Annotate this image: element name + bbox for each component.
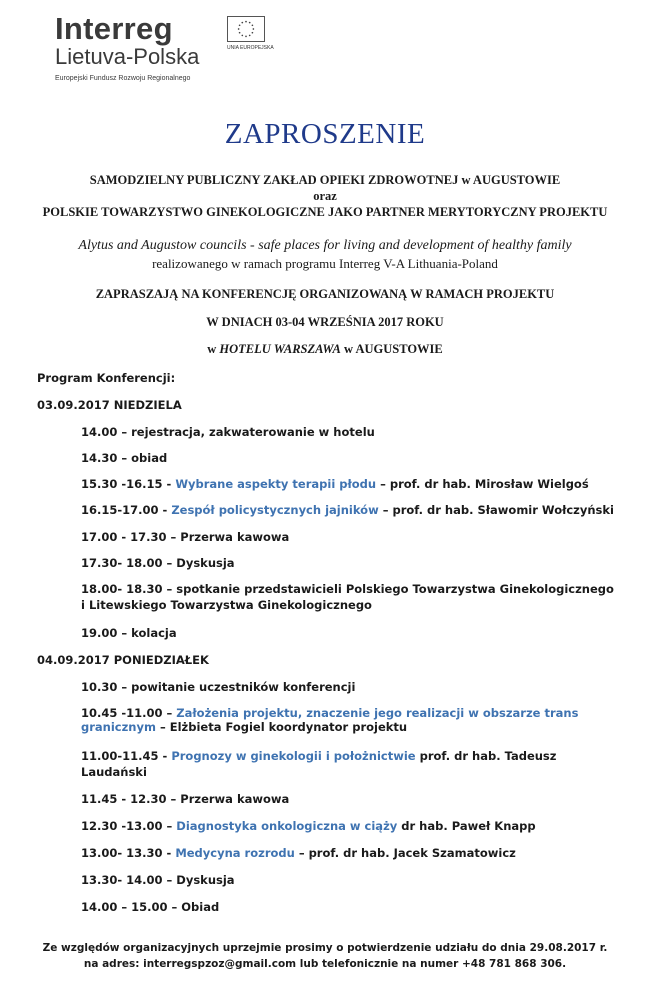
program-item xyxy=(81,477,589,491)
item-time: 11.00-11.45 - xyxy=(81,749,172,763)
eu-star-icon xyxy=(241,35,243,37)
program-item xyxy=(81,749,556,763)
lecture-title-cont: granicznym xyxy=(81,720,156,734)
invite-line-1: ZAPRASZAJĄ NA KONFERENCJĘ ORGANIZOWANĄ W RAMACH PROJEKTU xyxy=(95,287,555,301)
lecturer: prof. dr hab. Tadeusz xyxy=(415,749,557,763)
program-item: 13.30- 14.00 – Dyskusja xyxy=(81,873,235,887)
eu-star-icon xyxy=(245,36,247,38)
program-item: 14.00 – 15.00 – Obiad xyxy=(81,900,220,914)
lecture-title: Założenia projektu, znaczenie jego realizacji w obszarze trans xyxy=(176,706,579,720)
lecture-title: Medycyna rozrodu xyxy=(175,846,295,860)
eu-star-icon xyxy=(249,35,251,37)
page-title: ZAPROSZENIE xyxy=(224,118,426,150)
program-item-cont: Laudański xyxy=(81,765,147,779)
logo-fund-text: Europejski Fundusz Rozwoju Regionalnego xyxy=(55,75,191,82)
invite-line-2: W DNIACH 03-04 WRZEŚNIA 2017 ROKU xyxy=(206,315,444,329)
program-item: 17.30- 18.00 – Dyskusja xyxy=(81,556,235,570)
eu-flag-icon xyxy=(227,16,265,42)
eu-star-icon xyxy=(239,24,241,26)
eu-star-icon xyxy=(239,32,241,34)
program-item: 10.30 – powitanie uczestników konferencji xyxy=(81,680,356,694)
program-item-cont: i Litewskiego Towarzystwa Ginekologicznego xyxy=(81,598,372,612)
organizer-line-2: oraz xyxy=(313,189,337,203)
lecture-title: Prognozy w ginekologii i położnictwie xyxy=(171,749,416,763)
item-time: 12.30 -13.00 – xyxy=(81,819,177,833)
item-time: 13.00- 13.30 - xyxy=(81,846,176,860)
eu-star-icon xyxy=(241,22,243,24)
day-2-label: 04.09.2017 PONIEDZIAŁEK xyxy=(37,653,209,667)
program-item: 19.00 – kolacja xyxy=(81,626,177,640)
program-item: 14.30 – obiad xyxy=(81,451,168,465)
organizer-line-3: POLSKIE TOWARZYSTWO GINEKOLOGICZNE JAKO PARTNER MERYTORYCZNY PROJEKTU xyxy=(42,205,608,219)
eu-star-icon xyxy=(249,22,251,24)
logo-region: Lietuva-Polska xyxy=(55,44,200,69)
footer-line-1: Ze względów organizacyjnych uprzejmie prosimy o potwierdzenie udziału do dnia 29.08.2017 r. xyxy=(42,942,608,954)
program-item xyxy=(81,819,536,833)
eu-star-icon xyxy=(252,24,254,26)
item-time: 10.45 -11.00 – xyxy=(81,706,177,720)
program-item xyxy=(81,846,516,860)
project-name: Alytus and Augustow councils - safe places for living and development of healthy family xyxy=(78,238,572,253)
lecture-title: Wybrane aspekty terapii płodu xyxy=(175,477,377,491)
organizer-line-1: SAMODZIELNY PUBLICZNY ZAKŁAD OPIEKI ZDROWOTNEJ w AUGUSTOWIE xyxy=(89,173,561,187)
eu-star-icon xyxy=(238,28,240,30)
logo-brand: Interreg xyxy=(55,11,173,46)
invite-line-3-prefix: w xyxy=(207,342,220,356)
eu-star-icon xyxy=(245,21,247,23)
footer-line-2: na adres: interregspzoz@gmail.com lub telefonicznie na numer +48 781 868 306. xyxy=(83,958,567,970)
invite-line-3-suffix: w AUGUSTOWIE xyxy=(340,342,443,356)
lecturer: dr hab. Paweł Knapp xyxy=(397,819,536,833)
lecturer: – Elżbieta Fogiel koordynator projektu xyxy=(155,720,408,734)
eu-caption: UNIA EUROPEJSKA xyxy=(227,45,274,51)
day-1-label: 03.09.2017 NIEDZIELA xyxy=(37,398,182,412)
program-item: 17.00 - 17.30 – Przerwa kawowa xyxy=(81,530,290,544)
lecturer: – prof. dr hab. Jacek Szamatowicz xyxy=(294,846,516,860)
project-program: realizowanego w ramach programu Interreg V-A Lithuania-Poland xyxy=(152,256,498,271)
lecturer: – prof. dr hab. Sławomir Wołczyński xyxy=(378,503,614,517)
eu-star-icon xyxy=(253,28,255,30)
program-title: Program Konferencji: xyxy=(37,371,176,385)
program-item: 18.00- 18.30 – spotkanie przedstawicieli Polskiego Towarzystwa Ginekologicznego xyxy=(81,582,614,596)
program-item xyxy=(81,503,614,517)
item-time: 15.30 -16.15 - xyxy=(81,477,176,491)
invite-line-3 xyxy=(0,342,650,357)
program-item: 11.45 - 12.30 – Przerwa kawowa xyxy=(81,792,290,806)
hotel-name: HOTELU WARSZAWA xyxy=(219,342,341,356)
item-time: 16.15-17.00 - xyxy=(81,503,172,517)
program-item xyxy=(81,706,609,734)
lecture-title: Diagnostyka onkologiczna w ciąży xyxy=(176,819,398,833)
program-item: 14.00 – rejestracja, zakwaterowanie w hotelu xyxy=(81,425,375,439)
lecturer: – prof. dr hab. Mirosław Wielgoś xyxy=(376,477,589,491)
interreg-logo xyxy=(55,12,305,87)
lecture-title: Zespół policystycznych jajników xyxy=(171,503,379,517)
eu-star-icon xyxy=(252,32,254,34)
